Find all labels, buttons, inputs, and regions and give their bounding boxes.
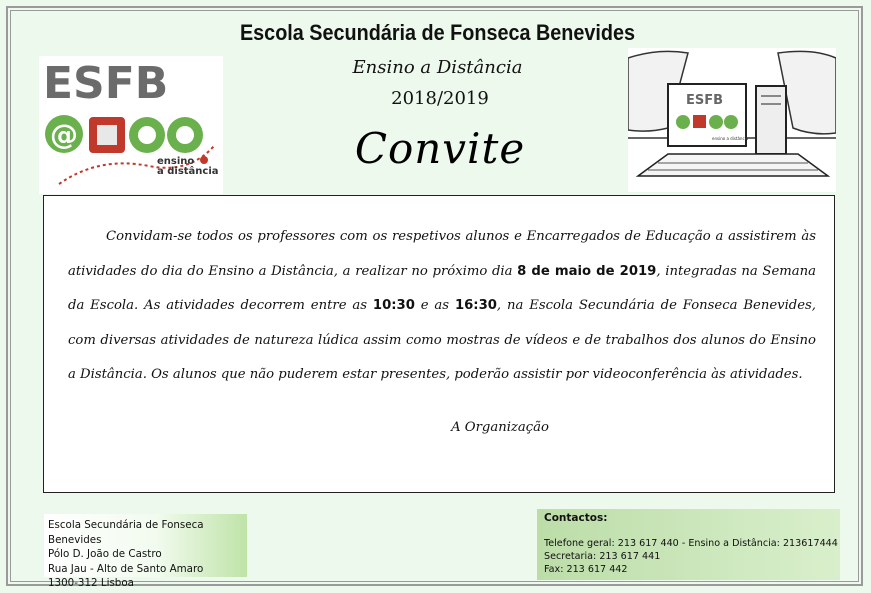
- invitation-text-part: e as: [414, 298, 455, 313]
- invitation-text-part: Convidam-se todos os professores com os respetivos alunos e Encarregados de Educação a assistirem às atividades do dia do Ensino a Distância, a realizar no próximo dia: [68, 229, 816, 279]
- address-line: Pólo D. João de Castro: [48, 548, 162, 560]
- contacts-block: [537, 509, 840, 580]
- secretariat-line: Secretaria: 213 617 441: [544, 551, 661, 562]
- end-time: 16:30: [454, 298, 497, 313]
- invitation-text-part: , na Escola Secundária de Fonseca Benevides, com diversas atividades de natureza lúdica assim como mostras de vídeos e de trabalhos dos alunos do Ensino a Distância. Os alunos que não puderem estar presentes, poderão assistir por videoconferência às atividades.: [68, 298, 816, 382]
- invitation-title: Convite: [354, 124, 526, 173]
- subtitle: Ensino a Distância: [352, 57, 523, 78]
- signature: A Organização: [451, 420, 549, 435]
- esfb-logo-left: [39, 56, 223, 194]
- computer-illustration: [628, 48, 836, 192]
- logo-tagline-2: a distância: [157, 166, 219, 177]
- start-time: 10:30: [372, 298, 415, 313]
- keyboard-icon: [638, 154, 828, 176]
- invitation-text: [68, 220, 816, 393]
- contacts-title: Contactos:: [544, 512, 608, 524]
- invitation-text-part: , integradas na Semana da Escola. As atividades decorrem entre as: [68, 263, 816, 313]
- esfb-logo-graphic: [39, 56, 223, 194]
- computer-drawing: [628, 48, 836, 192]
- address-block: [44, 514, 247, 589]
- address-line: Escola Secundária de Fonseca Benevides: [48, 519, 204, 546]
- address-line: 1300-312 Lisboa: [48, 577, 134, 589]
- logo-tagline-1: ensino: [157, 156, 195, 167]
- logo-acronym: ESFB: [43, 58, 169, 109]
- school-title: Escola Secundária de Fonseca Benevides: [239, 20, 636, 45]
- svg-text:@: @: [50, 118, 78, 151]
- school-year: 2018/2019: [391, 88, 489, 109]
- fax-line: Fax: 213 617 442: [544, 564, 628, 575]
- monitor-acronym: ESFB: [686, 93, 724, 108]
- event-date: 8 de maio de 2019: [517, 263, 657, 279]
- invitation-box: [43, 195, 835, 493]
- phone-line: Telefone geral: 213 617 440 - Ensino a Distância: 213617444: [544, 538, 838, 549]
- monitor-small-text: ensino a distância: [712, 136, 749, 141]
- address-line: Rua Jau - Alto de Santo Amaro: [48, 562, 204, 575]
